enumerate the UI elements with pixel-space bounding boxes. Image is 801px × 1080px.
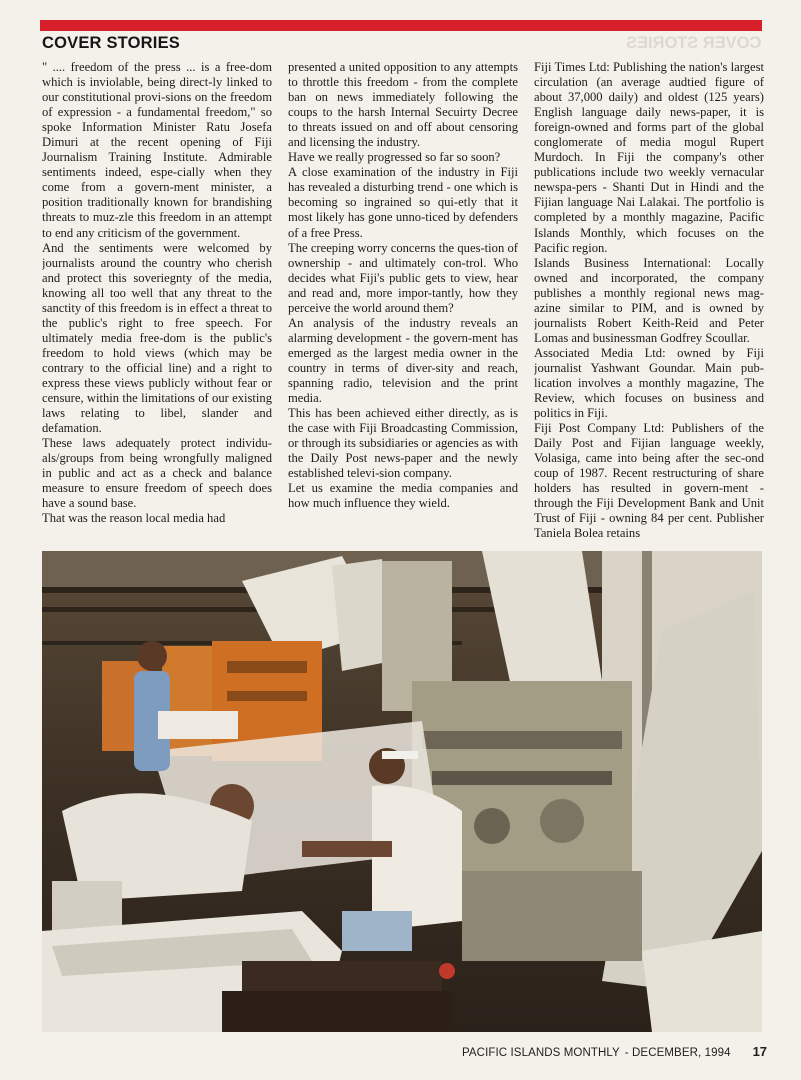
paragraph: Associated Media Ltd: owned by Fiji journalist Yashwant Goundar. Main pub-lication involves a monthly magazine, The Review, which focuses on business and politics in Fiji.	[534, 345, 764, 421]
section-label-showthrough: COVER STORIES	[625, 34, 761, 52]
paragraph: presented a united opposition to any attempts to throttle this freedom - from the complete ban on news immediately following the coups to the harsh Internal Secuirty Decree to threats issued on and off about censoring and licensing the industry.	[288, 60, 518, 150]
paragraph: Islands Business International: Locally owned and incorporated, the company publishes a monthly regional news mag-azine similar to PIM, and is owned by journalists Robert Keith-Reid and Peter Lomas and businessman Godfrey Scoullar.	[534, 255, 764, 345]
section-label: COVER STORIES	[42, 34, 180, 52]
paragraph: Fiji Times Ltd: Publishing the nation's largest circulation (an average audtied figure of about 37,000 daily) and oldest (125 years) English language daily news-paper, it is foreign-owned and forms part of the global conglomerate of media mogul Rupert Murdoch. In Fiji the company's other publications include two weekly vernacular newspa-pers - Shanti Dut in Hindi and the Fijian language Nai Lalakai. The portfolio is completed by a monthly magazine, Pacific Islands Monthly, which focuses on the Pacific region.	[534, 60, 764, 255]
article-column-2	[288, 60, 518, 542]
page-number: 17	[752, 1044, 768, 1059]
publication-name: PACIFIC ISLANDS MONTHLY	[462, 1047, 620, 1059]
paragraph: That was the reason local media had	[42, 511, 226, 526]
article-column-1	[42, 60, 272, 542]
paragraph: Fiji Post Company Ltd: Publishers of the Daily Post and Fijian language weekly, Volasiga, came into being after the sec-ond coup of 1987. Recent restructuring of share holders has resulted in govern-ment - through the Fiji Development Bank and Unit Trust of Fiji - owning 84 per cent. Publisher Taniela Bolea retains	[534, 421, 764, 541]
paragraph: " .... freedom of the press ... is a free-dom which is inviolable, being direct-ly linked to our constitutional provi-sions on the freedom of expression - a fundamental freedom," so spoke Information Minister Ratu Josefa Dimuri at the recent opening of Fiji Journalism Training Institute. Admirable sentiments indeed, espe-cially when they come from a govern-ment minister, a position traditionally known for brandishing threats to muz-zle this freedom in an attempt to end any criticism of the government.	[42, 60, 272, 240]
printing-press-photo	[42, 551, 762, 1032]
paragraph: Have we really progressed so far so soon?	[288, 150, 501, 165]
issue-date: - DECEMBER, 1994	[624, 1047, 731, 1059]
paragraph: A close examination of the industry in Fiji has revealed a disturbing trend - one which is becoming so ingrained so qui-etly that it most likely has gone unno-ticed by defenders of a free Press.	[288, 165, 518, 240]
paragraph: An analysis of the industry reveals an alarming development - the govern-ment has emerged as the largest media owner in the country in terms of diver-sity and reach, spanning radio, television and the print media.	[288, 315, 518, 406]
page-footer	[462, 1044, 767, 1059]
paragraph: This has been achieved either directly, as is the case with Fiji Broadcasting Commission, or through its subsidiaries or agencies as with the Daily Post news-paper and the newly established televi-sion company.	[288, 406, 518, 481]
paragraph: The creeping worry concerns the ques-tion of ownership - and ultimately con-trol. Who decides what Fiji's public gets to view, hear and read and, more impor-tantly, how they perceive the world around them?	[288, 240, 518, 315]
paragraph: And the sentiments were welcomed by journalists around the country who cherish and protect this soveriegnty of the media, knowing all too well that any threat to the sanctity of this freedom is in effect a threat to the public's right to free speech. For ultimately media free-dom is the public's freedom to hold views (which may be contrary to the official line) and a right to express these views publicly without fear or censure, within the limitations of our existing laws relating to libel, slander and defamation.	[42, 240, 272, 436]
article-column-3	[534, 60, 764, 542]
paragraph: Let us examine the media companies and how much influence they wield.	[288, 481, 518, 511]
paragraph: These laws adequately protect individu-als/groups from being wrongfully maligned in public and act as a check and balance measure to ensure freedom of speech does have a sound base.	[42, 436, 272, 511]
section-accent-rule	[40, 20, 762, 31]
printing-press-illustration	[42, 551, 762, 1032]
article-body	[42, 60, 764, 542]
